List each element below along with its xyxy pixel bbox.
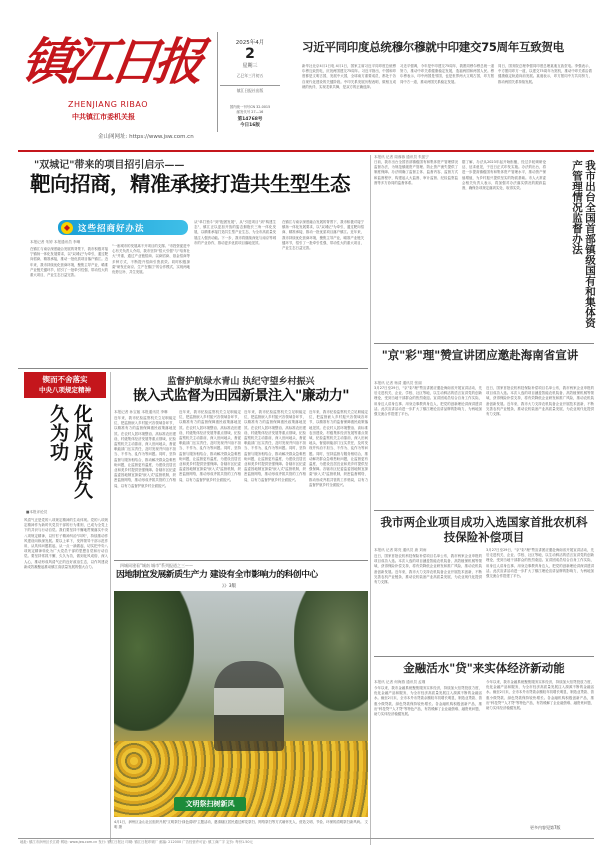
masthead-org: 中共镇江市委机关报 (72, 113, 135, 121)
right2-body: 3月27日至29日，"京"彩"理"赞宣讲团应邀赴海南省开展宣讲活动，先后走进机关、企业、学校、社区等地，以生动鲜活的语言宣讲党的创新理论，受到当地干部群众的热烈欢迎。宣讲团成员结合自身工作实际，用身边人讲身边事、用身边事教育身边人，把党的创新理论讲深讲透讲活。此次宣讲活动进一步扩大了镇江理论宣讲品牌的影响力，为两地加强交流合作搭建了平台。 (374, 386, 482, 417)
lead-title[interactable]: 靶向招商，精准承接打造共生型生态 (30, 172, 350, 196)
lead-body-2: "一座城市的发展离不开项目的支撑。"市投资促进中心有关负责人介绍，我市坚持"招大引强"与"培育壮大"并重，通过产业链招商、以商招商、基金招商等多种方式，不断提升招商引资质效。同时积极探索"研发在南京、生产在镇江"的合作模式，实现两地优势互补、共生发展。 (112, 244, 190, 275)
masthead-logo: 镇江日报 (17, 32, 203, 91)
footer: 地址: 镇江市润州区长江路 网址: www.jsw.com.cn 发行: 镇江日报社 印刷: 镇江日报印刷厂 邮编: 212000 广告经营许可证: 镇工商广字 定价: 每份1.50元 (20, 840, 253, 844)
right2-body-b: 近日，国家首批农机科技保险补偿项目名单公布，我市两家企业申报的项目成功入选。本次入选的项目涵盖智能农机装备、高效植保机械等领域，获得保险补偿支持，将有效降低企业研发和推广风险，推动农机装备创新发展。近年来，我市大力支持农机装备企业开展技术创新，不断完善农机产业链条，推动农机装备产业高质量发展，为农业现代化提供有力支撑。 (486, 386, 594, 417)
lead-byline: 本报记者 朱婷 本报通讯员 李琳 (30, 240, 81, 244)
right1-body-2: 据了解，办法从2023年起开始酝酿，经过多轮调研论证、征求意见，于近日正式印发实施。办法的出台，将进一步提高镇级国有和集体资产管理水平，推动资产保值增值，为乡村振兴提供坚实的物质基础。市人大常委会相关负责人表示，将加强对办法落实情况的跟踪监督，确保各项规定落到实处、取得实效。 (462, 160, 546, 191)
right4-more-link[interactable]: 更多内容见第7版 (530, 825, 561, 830)
second-body-2: 近年来，我市纪检监察机关立足职能定位，把监督嵌入乡村振兴各领域各环节，以精准有力的监督保障惠民政策落地见效。在农村人居环境整治、高标准农田建设、村级集体经济发展等重点领域，纪检监察机关主动靠前，深入田间地头，督促职能部门压实责任，及时发现并纠治不担当、不作为、乱作为等问题。同时，坚持监督与服务相结合，推动解决群众急难愁盼问题，让监督更有温度，为建设宜居宜业和美乡村提供坚强保障。各辖市区纪委监委因地制宜探索"嵌入式"监督机制，织密监督网络，推动形成齐抓共管的工作格局，以有力监督护航乡村全面振兴。 (179, 410, 241, 482)
photo (114, 591, 368, 817)
masthead-date-block (220, 38, 280, 128)
commentary-byline: ■本报评论员 (26, 510, 48, 514)
masthead-pages: 今日16版 (240, 123, 260, 128)
lead-body-1: 在镇江与南京深度融合发展的背景下，我市积极对接宁镇扬一体化发展要求，以"双城记"为牵引，通过靶向招商、精准承接，推动一批优质项目落户镇江。近年来，我市持续优化营商环境，聚焦主导产业，瞄准产业链关键环节，招引了一批牵引性强、带动性大的重大项目，产业生态日益完善。 (30, 247, 108, 278)
masthead-postal: 邮发代号 27—16 (236, 110, 264, 114)
masthead-issue: 第14768号 (237, 117, 263, 122)
photo-caption-label: 文明祭扫树新风 (185, 800, 235, 808)
photo-people (214, 661, 284, 751)
masthead-cn-code: 国内统一刊号CN 32-0015 (229, 105, 271, 109)
handshake-icon: ◆ (61, 222, 73, 234)
masthead-website[interactable]: 金山网网址: https://www.jsw.com.cn (98, 134, 194, 140)
photo-note: 4月1日，润州区金山社区组织开展"文明祭扫·绿色清明"主题活动，邀请辖区居民通过鲜花祭扫、网络祭扫等方式缅怀先人，营造文明、节俭、环保的清明祭扫新风尚。 文明 摄 (114, 820, 368, 830)
lead-banner (58, 220, 188, 235)
right2-title[interactable]: "京"彩"理"赞宣讲团应邀赴海南省宣讲 (381, 348, 579, 362)
right1-body-1: 日前，我市出台全国首部镇级国有和集体资产管理情况监督办法，为规范镇级资产管理、防止资产流失提供了制度保障。办法明确了监督主体、监督内容、监督方式和监督程序，构建起人大监督、审计监督、纪检监察监督等多方协同的监督体系。 (374, 160, 458, 185)
lead-body-4: 在镇江与南京深度融合发展的背景下，我市积极对接宁镇扬一体化发展要求，以"双城记"为牵引，通过靶向招商、精准承接，推动一批优质项目落户镇江。近年来，我市持续优化营商环境，聚焦主导产业，瞄准产业链关键环节，招引了一批牵引性强、带动性大的重大项目，产业生态日益完善。 (282, 220, 364, 251)
top-story-body-1: 新华社北京4月1日电 4月1日，国家主席习近平同印度总统穆尔穆互致贺电，庆祝两国建交75周年。习近平指出，中国和印度都是文明古国，发展中大国，全球南方重要成员，都处于各自现代化建设的关键阶段。中印关系发展历程表明，做相互成就的伙伴，实现龙象共舞，是双方的正确选择。 (302, 64, 396, 89)
right3-body-b: 3月27日至29日，"京"彩"理"赞宣讲团应邀赴海南省开展宣讲活动，先后走进机关、企业、学校、社区等地，以生动鲜活的语言宣讲党的创新理论，受到当地干部群众的热烈欢迎。宣讲团成员结合自身工作实际，用身边人讲身边事、用身边事教育身边人，把党的创新理论讲深讲透讲活。此次宣讲活动进一步扩大了镇江理论宣讲品牌的影响力，为两地加强交流合作搭建了平台。 (486, 548, 594, 579)
third-intro-caption: 四城同建看"城南 城市"系列报道之三—— (120, 563, 193, 568)
second-byline: 本报记者 孙宝姬 本报通讯员 李琳 (114, 410, 168, 414)
masthead-pinyin: ZHENJIANG RIBAO (68, 100, 148, 109)
masthead-edition: 镇江日报社出版 (220, 85, 280, 94)
right4-title[interactable]: 金融活水"贷"来实体经济新动能 (403, 661, 565, 675)
photo-tree-right (294, 591, 368, 711)
right4-body: 今年以来，我市金融系统聚焦服务实体经济，持续加大信贷投放力度，优化金融产品和服务，为全市经济高质量发展注入源源不断的金融活水。截至2月末，全市本外币贷款余额较年初增长明显，制造业贷款、普惠小微贷款、绿色贷款保持较快增长。各金融机构积极创新产品，推出"科技贷""人才贷"等特色产品，有效缓解了企业融资难、融资贵问题，助力实体经济稳健发展。 (374, 686, 482, 717)
top-story-body-2: 习近平强调，今年是中印建交75周年，我愿同穆尔穆总统一道努力，推动中印关系健康稳定发展，造福两国和两国人民。穆尔穆表示，印中两国是邻国，也是世界两大文明古国，印方愿同中方一道，推动两国关系稳定发展。 (400, 64, 494, 84)
commentary-title[interactable]: 化风成俗久久为功 (47, 404, 93, 499)
masthead-day: 2 (245, 46, 255, 62)
masthead-weekday: 星期三 (242, 63, 258, 69)
right1-byline: 本报讯 记者 周蓉蓉 通讯员 朱振宁 (374, 155, 429, 159)
third-title[interactable]: 因地制宜发展新质生产力 建设有全市影响力的科创中心 (116, 570, 318, 580)
masthead-lunar: 乙巳年三月初五 (236, 73, 264, 78)
second-body-1: 近年来，我市纪检监察机关立足职能定位，把监督嵌入乡村振兴各领域各环节，以精准有力的监督保障惠民政策落地见效。在农村人居环境整治、高标准农田建设、村级集体经济发展等重点领域，纪检监察机关主动靠前，深入田间地头，督促职能部门压实责任，及时发现并纠治不担当、不作为、乱作为等问题。同时，坚持监督与服务相结合，推动解决群众急难愁盼问题，让监督更有温度，为建设宜居宜业和美乡村提供坚强保障。各辖市区纪委监委因地制宜探索"嵌入式"监督机制，织密监督网络，推动形成齐抓共管的工作格局，以有力监督护航乡村全面振兴。 (114, 416, 176, 488)
commentary-box-line1: 锲而不舍落实 (42, 375, 88, 384)
top-story-title[interactable]: 习近平同印度总统穆尔穆就中印建交75周年互致贺电 (302, 40, 564, 54)
second-kicker: 监督护航绿水青山 执纪守望乡村振兴 (167, 377, 315, 387)
second-body-4: 近年来，我市纪检监察机关立足职能定位，把监督嵌入乡村振兴各领域各环节，以精准有力的监督保障惠民政策落地见效。在农村人居环境整治、高标准农田建设、村级集体经济发展等重点领域，纪检监察机关主动靠前，深入田间地头，督促职能部门压实责任，及时发现并纠治不担当、不作为、乱作为等问题。同时，坚持监督与服务相结合，推动解决群众急难愁盼问题，让监督更有温度，为建设宜居宜业和美乡村提供坚强保障。各辖市区纪委监委因地制宜探索"嵌入式"监督机制，织密监督网络，推动形成齐抓共管的工作格局，以有力监督护航乡村全面振兴。 (309, 410, 368, 487)
commentary-box (24, 372, 106, 398)
photo-caption (174, 797, 246, 811)
commentary-body: 风清气正是党的八项规定精神的生动体现。党的八项规定精神作为新时代党员干部的行为准则，已成为全党上下的共识与行动自觉。我们要坚持不懈地贯彻落实中央八项规定精神，以钉钉子精神纠治"四风"，持续推动作风建设向纵深发展。要以上率下，发挥领导干部示范作用，从具体问题抓起，从一点一滴做起，切实把中央八项规定精神转化为广大党员干部的思想自觉和行动自觉。要坚持常抓不懈，久久为功，做到化风成俗、深入人心，推动形成风清气正的良好政治生态，以作风建设新成效凝聚起推动镇江高质量发展的强大合力。 (24, 518, 108, 569)
right3-title[interactable]: 我市两企业项目成功入选国家首批农机科技保险补偿项目 (380, 515, 588, 544)
top-story-body-3: 同日，国务院总理李强同印度总理莫迪互致贺电。李强表示，中方愿同印方一道，以建交75周年为契机，推动中印关系沿着健康稳定轨道向前发展。莫迪表示，印方愿同中方共同努力，推动两国关系持续发展。 (498, 64, 592, 84)
lead-body-3: 从"单打独斗"到"抱团发展"，从"引进项目"到"构建生态"，镇江正以更加开放的姿态拥抱长三角一体化发展，以精准承接打造共生型产业生态，为全市高质量发展注入强劲动能。下一步，我市将继续深化与南京等城市的产业协作，推动更多优质项目落地见效。 (194, 220, 276, 245)
right2-byline: 本报讯 记者 杨清 通讯员 张丽 (374, 381, 422, 385)
second-body-3: 近年来，我市纪检监察机关立足职能定位，把监督嵌入乡村振兴各领域各环节，以精准有力的监督保障惠民政策落地见效。在农村人居环境整治、高标准农田建设、村级集体经济发展等重点领域，纪检监察机关主动靠前，深入田间地头，督促职能部门压实责任，及时发现并纠治不担当、不作为、乱作为等问题。同时，坚持监督与服务相结合，推动解决群众急难愁盼问题，让监督更有温度，为建设宜居宜业和美乡村提供坚强保障。各辖市区纪委监委因地制宜探索"嵌入式"监督机制，织密监督网络，推动形成齐抓共管的工作格局，以有力监督护航乡村全面振兴。 (244, 410, 306, 482)
masthead-date-year-month: 2025年4月 (235, 40, 265, 46)
photo-tree-left (114, 591, 194, 731)
right4-body-b: 今年以来，我市金融系统聚焦服务实体经济，持续加大信贷投放力度，优化金融产品和服务，为全市经济高质量发展注入源源不断的金融活水。截至2月末，全市本外币贷款余额较年初增长明显，制造业贷款、普惠小微贷款、绿色贷款保持较快增长。各金融机构积极创新产品，推出"科技贷""人才贷"等特色产品，有效缓解了企业融资难、融资贵问题，助力实体经济稳健发展。 (486, 680, 594, 711)
lead-banner-label: 这些招商好办法 (78, 224, 145, 234)
third-see-link[interactable]: 》》3版 (222, 584, 237, 589)
commentary-box-line2: 中央八项规定精神 (39, 386, 91, 394)
right3-byline: 本报讯 记者 陈亮 通讯员 唐 刘雨 (374, 548, 427, 552)
right4-byline: 本报讯 记者 何海燕 通讯员 孟瑾 (374, 680, 426, 684)
right1-title[interactable]: 我市出台全国首部镇级国有和集体资产管理情况监督办法 (571, 160, 596, 328)
lead-kicker: "双城记"带来的项目招引启示—— (34, 160, 185, 171)
right3-body: 近日，国家首批农机科技保险补偿项目名单公布，我市两家企业申报的项目成功入选。本次入选的项目涵盖智能农机装备、高效植保机械等领域，获得保险补偿支持，将有效降低企业研发和推广风险，推动农机装备创新发展。近年来，我市大力支持农机装备企业开展技术创新，不断完善农机产业链条，推动农机装备产业高质量发展，为农业现代化提供有力支撑。 (374, 554, 482, 585)
second-title[interactable]: 嵌入式监督为田园新景注入"廉动力" (132, 388, 350, 404)
